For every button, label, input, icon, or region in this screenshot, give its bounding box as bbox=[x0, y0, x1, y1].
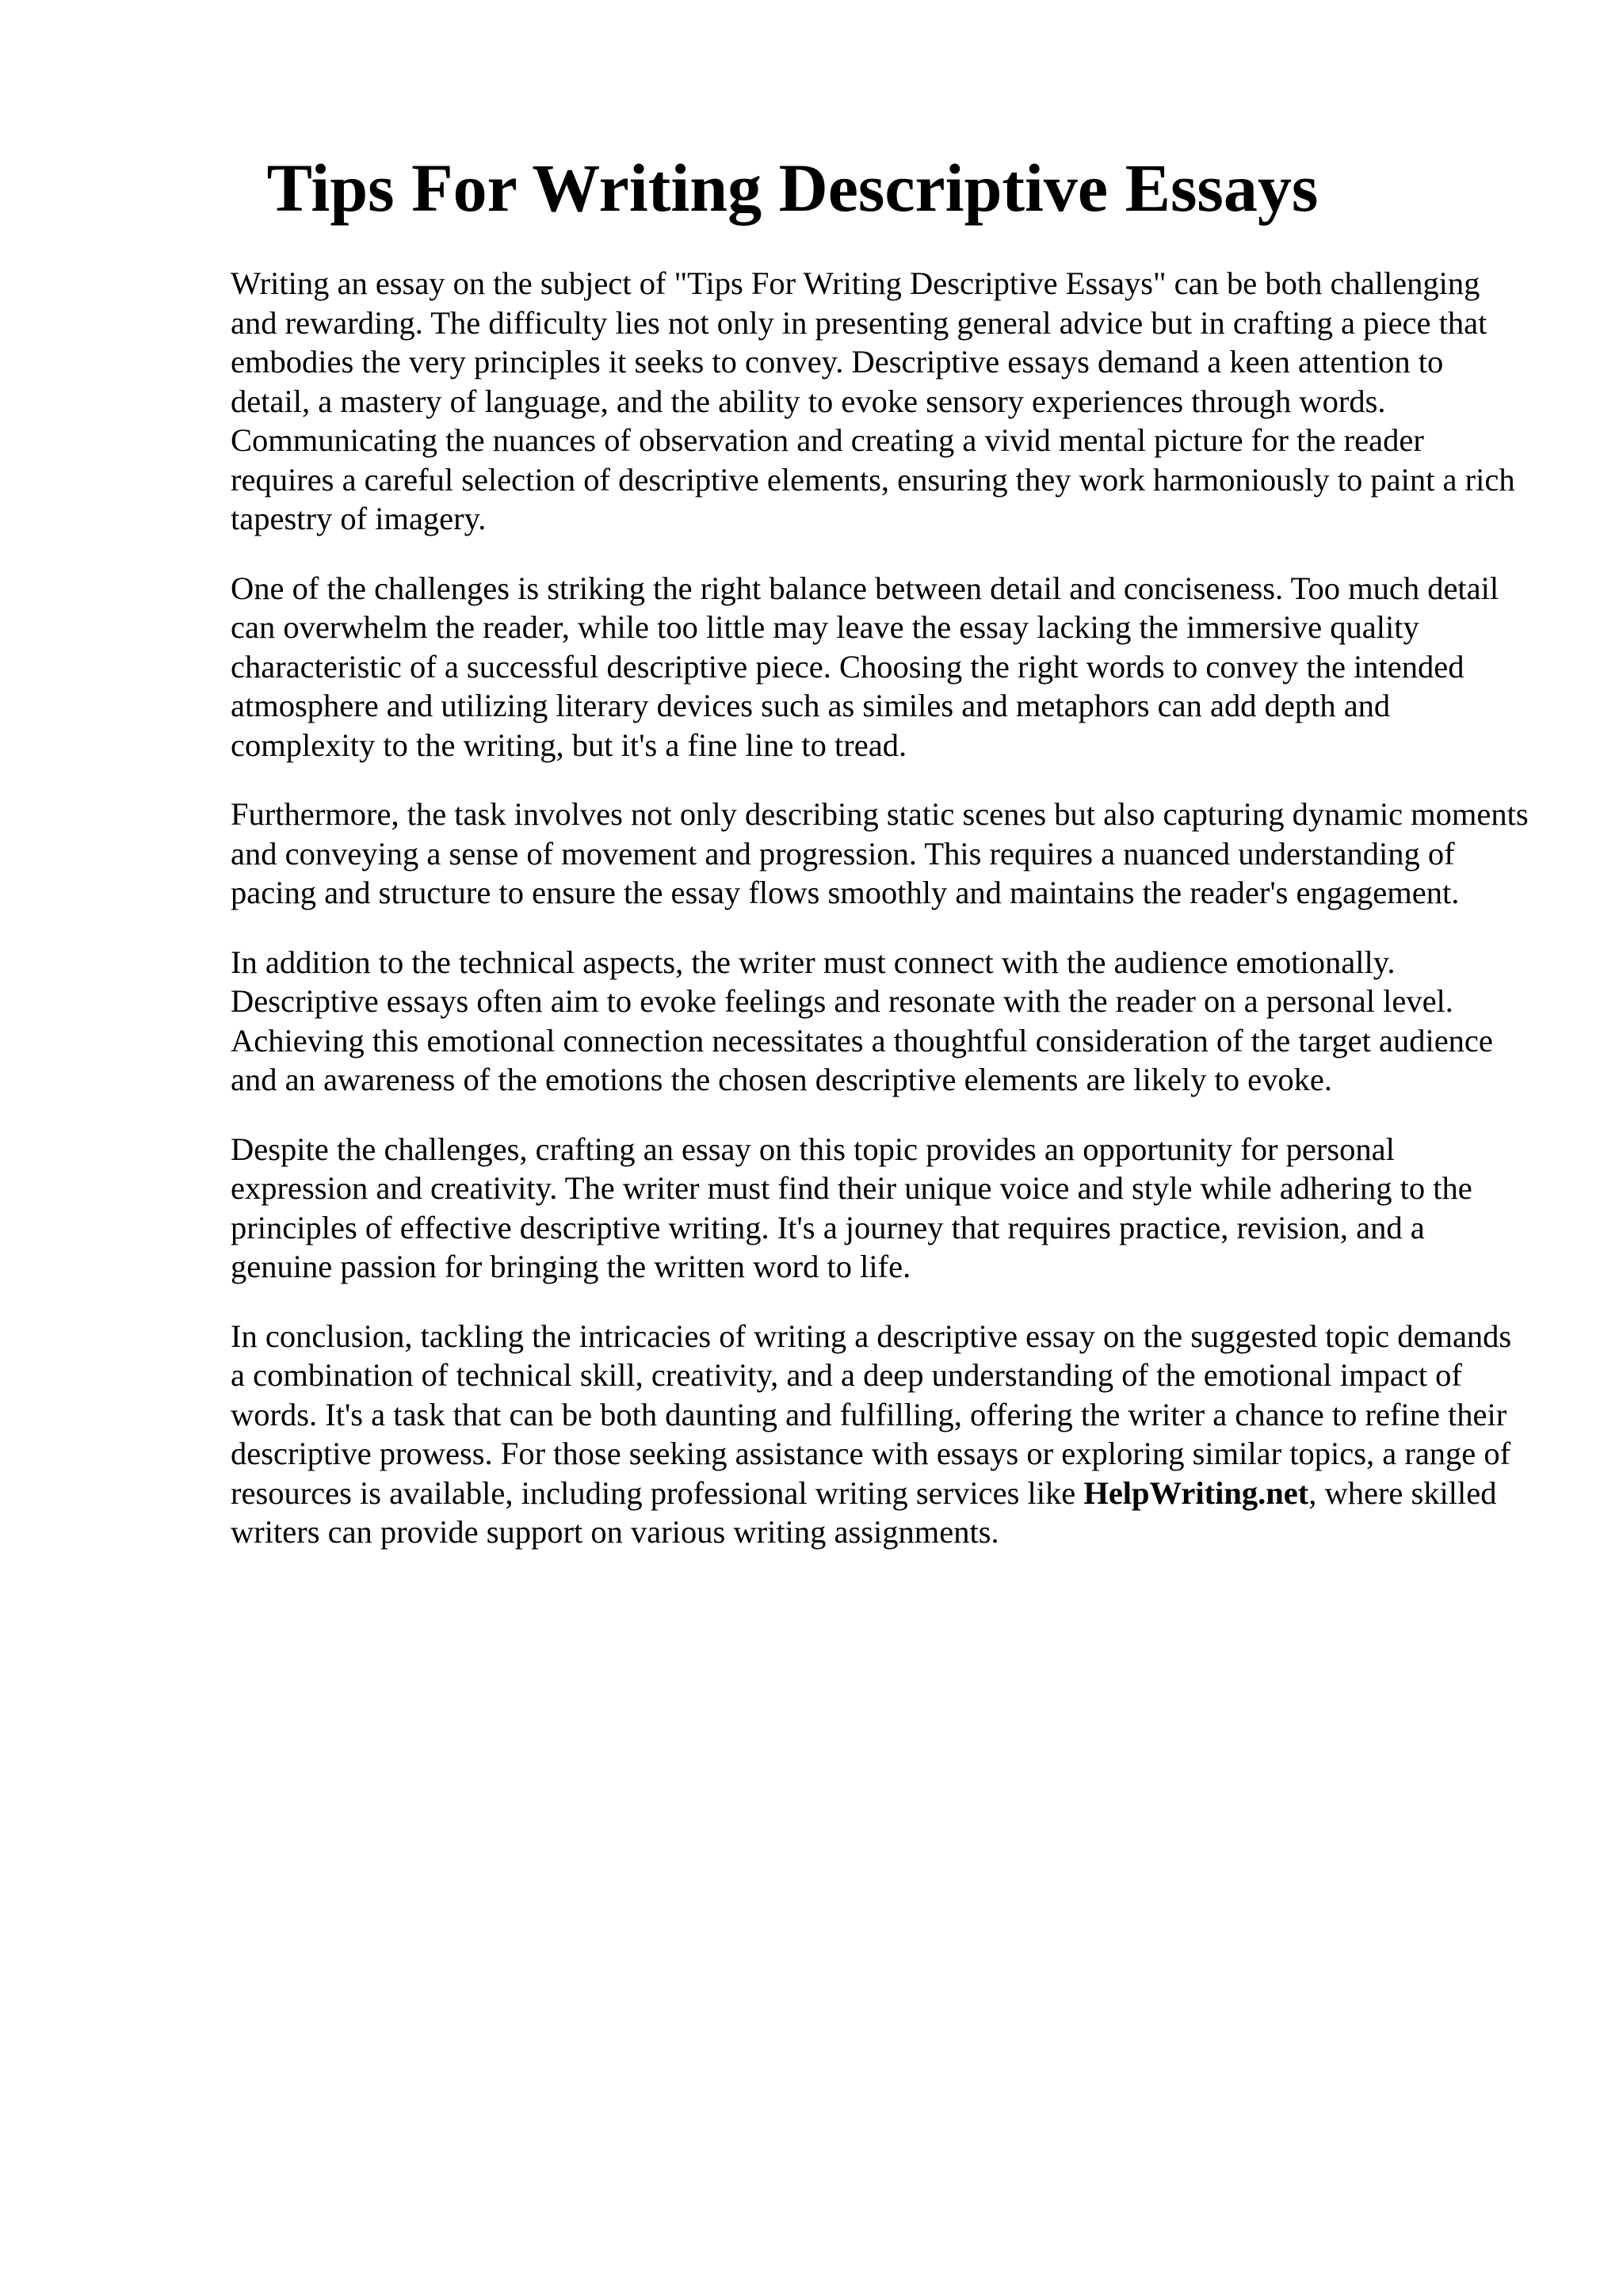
paragraph-dynamics: Furthermore, the task involves not only describing static scenes but also capturing dynamic moments and conveying a sense of movement and progression. This requires a nuanced understanding of pacing and structure to ensure the essay flows smoothly and maintains the reader's engagement. bbox=[231, 796, 1529, 910]
conclusion-text: In conclusion, tackling the intricacies of writing a descriptive essay on the suggested topic demands a combination of technical skill, creativity, and a deep understanding of the emotional impact of words. It's a task that can be both daunting and fulfilling, offering the writer a chance to refine their descriptive prowess. For those seeking assistance with essays or exploring similar topics, a range of resources is available, including professional writing services like bbox=[231, 1318, 1512, 1511]
conclusion-tail: , where skilled writers can provide support on various writing assignments. bbox=[231, 1474, 1497, 1550]
document-body bbox=[231, 264, 1530, 1582]
paragraph-balance: One of the challenges is striking the right balance between detail and conciseness. Too much detail can overwhelm the reader, while too little may leave the essay lacking the immersive quality characteristic of a successful descriptive piece. Choosing the right words to convey the intended atmosphere and utilizing literary devices such as similes and metaphors can add depth and complexity to the writing, but it's a fine line to tread. bbox=[231, 570, 1499, 763]
paragraph-emotion: In addition to the technical aspects, the writer must connect with the audience emotionally. Descriptive essays often aim to evoke feelings and resonate with the reader on a personal level. Achieving this emotional connection necessitates a thoughtful consideration of the target audience and an awareness of the emotions the chosen descriptive elements are likely to evoke. bbox=[231, 944, 1493, 1097]
paragraph-creativity: Despite the challenges, crafting an essay on this topic provides an opportunity for personal expression and creativity. The writer must find their unique voice and style while adhering to the principles of effective descriptive writing. It's a journey that requires practice, revision, and a genuine passion for bringing the written word to life. bbox=[231, 1131, 1472, 1284]
paragraph-intro: Writing an essay on the subject of "Tips For Writing Descriptive Essays" can be both challenging and rewarding. The difficulty lies not only in presenting general advice but in crafting a piece that embodies the very principles it seeks to convey. Descriptive essays demand a keen attention to detail, a mastery of language, and the ability to evoke sensory experiences through words. Communicating the nuances of observation and creating a vivid mental picture for the reader requires a careful selection of descriptive elements, ensuring they work harmoniously to paint a rich tapestry of imagery. bbox=[231, 265, 1515, 536]
helpwriting-link[interactable]: HelpWriting.net bbox=[1083, 1474, 1309, 1511]
paragraph-conclusion bbox=[231, 1317, 1530, 1552]
document-title: Tips For Writing Descriptive Essays bbox=[266, 150, 1319, 226]
